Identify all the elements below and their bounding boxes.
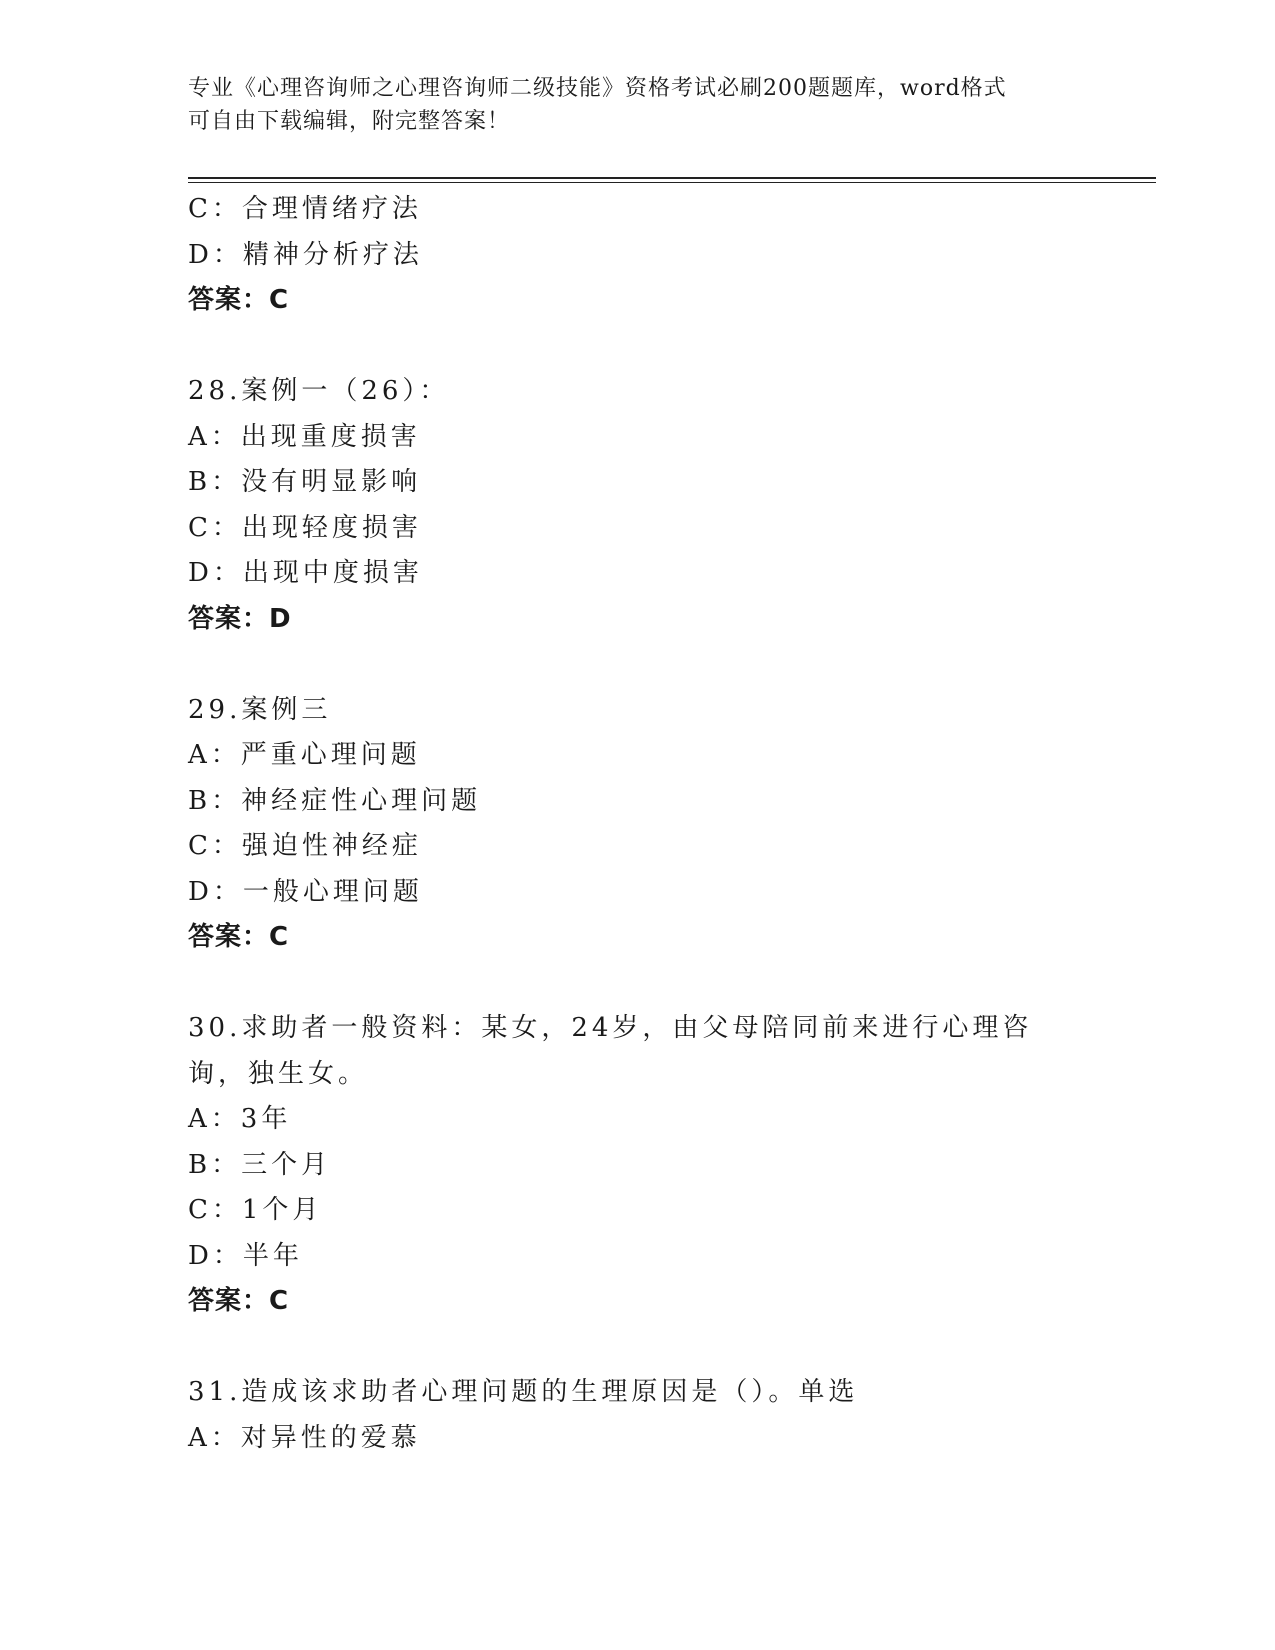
question-text: 28.案例一（26）： [188,376,450,406]
answer: 答案：C [188,285,290,315]
question-31 [188,1370,1088,1461]
option-c: C：1个月 [188,1195,323,1225]
option-d: D：精神分析疗法 [188,239,423,270]
option-b: B：三个月 [188,1149,332,1180]
answer: 答案：C [188,1286,290,1316]
option-a: A：严重心理问题 [188,740,421,770]
option-c: C：强迫性神经症 [188,831,422,861]
option-a: A：3年 [188,1104,292,1134]
header-line-2: 可自由下载编辑，附完整答案！ [188,109,511,134]
answer: 答案：D [188,603,292,634]
header-rule-thin [188,182,1156,183]
option-d: D：出现中度损害 [188,558,423,588]
option-c: C：出现轻度损害 [188,512,422,543]
option-d: D：一般心理问题 [188,876,423,907]
option-a: A：出现重度损害 [188,421,421,452]
header-rule-thick [188,177,1156,179]
option-a: A：对异性的爱慕 [188,1422,421,1453]
option-d: D：半年 [188,1240,303,1271]
option-b: B：神经症性心理问题 [188,785,482,816]
header-line-1: 专业《心理咨询师之心理咨询师二级技能》资格考试必刷200题题库，word格式 [188,76,1007,101]
question-text: 30.求助者一般资料：某女，24岁，由父母陪同前来进行心理咨询，独生女。 [188,1013,1033,1089]
option-c: C：合理情绪疗法 [188,194,422,224]
question-28 [188,369,1088,642]
question-text: 29.案例三 [188,694,332,725]
question-27-continued [188,187,1088,324]
question-list [188,187,1088,1461]
answer: 答案：C [188,922,290,952]
option-b: B：没有明显影响 [188,467,422,497]
question-text: 31.造成该求助者心理问题的生理原因是（）。单选 [188,1377,859,1407]
question-30 [188,1006,1088,1325]
question-29 [188,688,1088,961]
document-header [188,72,1088,138]
